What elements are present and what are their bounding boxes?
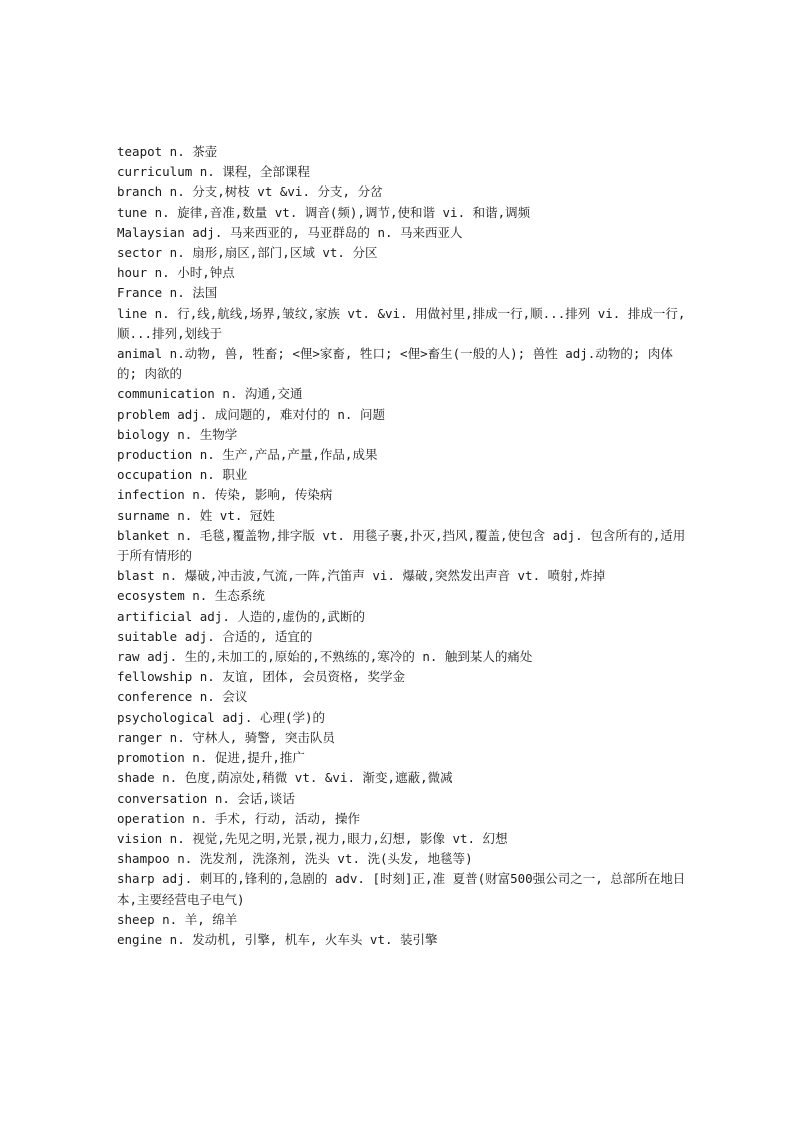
vocab-entry-engine: engine n. 发动机, 引擎, 机车, 火车头 vt. 装引擎 (117, 931, 438, 947)
vocab-entry-malaysian: Malaysian adj. 马来西亚的, 马亚群岛的 n. 马来西亚人 (117, 224, 463, 240)
vocab-entry-blanket: blanket n. 毛毯,覆盖物,排字版 vt. 用毯子裹,扑灭,挡风,覆盖,使包含 adj. 包含所有的,适用于所有情形的 (117, 527, 686, 564)
vocab-entry-infection: infection n. 传染, 影响, 传染病 (117, 487, 333, 503)
vocab-entry-occupation: occupation n. 职业 (117, 467, 248, 483)
vocab-entry-hour: hour n. 小时,钟点 (117, 265, 235, 281)
vocab-entry-teapot: teapot n. 茶壶 (117, 144, 218, 159)
vocab-entry-artificial: artificial adj. 人造的,虚伪的,武断的 (117, 608, 365, 624)
vocab-entry-biology: biology n. 生物学 (117, 426, 238, 442)
vocab-entry-suitable: suitable adj. 合适的, 适宜的 (117, 628, 313, 644)
vocab-entry-vision: vision n. 视觉,先见之明,光景,视力,眼力,幻想, 影像 vt. 幻想 (117, 830, 508, 846)
vocab-entry-conference: conference n. 会议 (117, 689, 248, 705)
vocab-entry-sheep: sheep n. 羊, 绵羊 (117, 911, 238, 927)
vocab-entry-shade: shade n. 色度,荫凉处,稍微 vt. &vi. 渐变,遮蔽,微减 (117, 770, 453, 786)
vocab-entry-fellowship: fellowship n. 友谊, 团体, 会员资格, 奖学金 (117, 669, 406, 685)
vocab-entry-france: France n. 法国 (117, 285, 218, 301)
vocab-entry-branch: branch n. 分支,树枝 vt &vi. 分支, 分岔 (117, 184, 383, 200)
vocab-entry-production: production n. 生产,产品,产量,作品,成果 (117, 447, 378, 463)
vocab-entry-conversation: conversation n. 会话,谈话 (117, 790, 295, 806)
vocab-entry-sector: sector n. 扇形,扇区,部门,区域 vt. 分区 (117, 245, 378, 261)
vocab-entry-communication: communication n. 沟通,交通 (117, 386, 303, 402)
vocab-entry-promotion: promotion n. 促进,提升,推广 (117, 750, 305, 766)
vocab-entry-psychological: psychological adj. 心理(学)的 (117, 709, 326, 725)
vocabulary-list (117, 142, 687, 950)
vocab-entry-problem: problem adj. 成问题的, 难对付的 n. 问题 (117, 406, 385, 422)
vocab-entry-operation: operation n. 手术, 行动, 活动, 操作 (117, 810, 360, 826)
vocab-entry-sharp: sharp adj. 刺耳的,锋利的,急剧的 adv. [时刻]正,准 夏普(财富500强公司之一, 总部所在地日本,主要经营电子电气) (117, 871, 686, 907)
vocab-entry-shampoo: shampoo n. 洗发剂, 洗涤剂, 洗头 vt. 洗(头发, 地毯等) (117, 851, 473, 867)
vocab-entry-line: line n. 行,线,航线,场界,皱纹,家族 vt. &vi. 用做衬里,排成一行,顺...排列 vi. 排成一行,顺...排列,划线于 (117, 305, 686, 341)
vocab-entry-animal: animal n.动物, 兽, 牲畜; <俚>家畜, 牲口; <俚>畜生(一般的人); 兽性 adj.动物的; 肉体的; 肉欲的 (117, 346, 673, 382)
vocab-entry-raw: raw adj. 生的,未加工的,原始的,不熟练的,寒冷的 n. 触到某人的痛处 (117, 649, 533, 665)
vocab-entry-ecosystem: ecosystem n. 生态系统 (117, 588, 265, 604)
vocab-entry-curriculum: curriculum n. 课程，全部课程 (117, 164, 310, 180)
vocab-entry-blast: blast n. 爆破,冲击波,气流,一阵,汽笛声 vi. 爆破,突然发出声音 vt. 喷射,炸掉 (117, 568, 606, 584)
vocab-entry-tune: tune n. 旋律,音准,数量 vt. 调音(频),调节,使和谐 vi. 和谐,调频 (117, 204, 531, 220)
vocab-entry-ranger: ranger n. 守林人, 骑警, 突击队员 (117, 729, 335, 745)
vocab-entry-surname: surname n. 姓 vt. 冠姓 (117, 507, 275, 523)
